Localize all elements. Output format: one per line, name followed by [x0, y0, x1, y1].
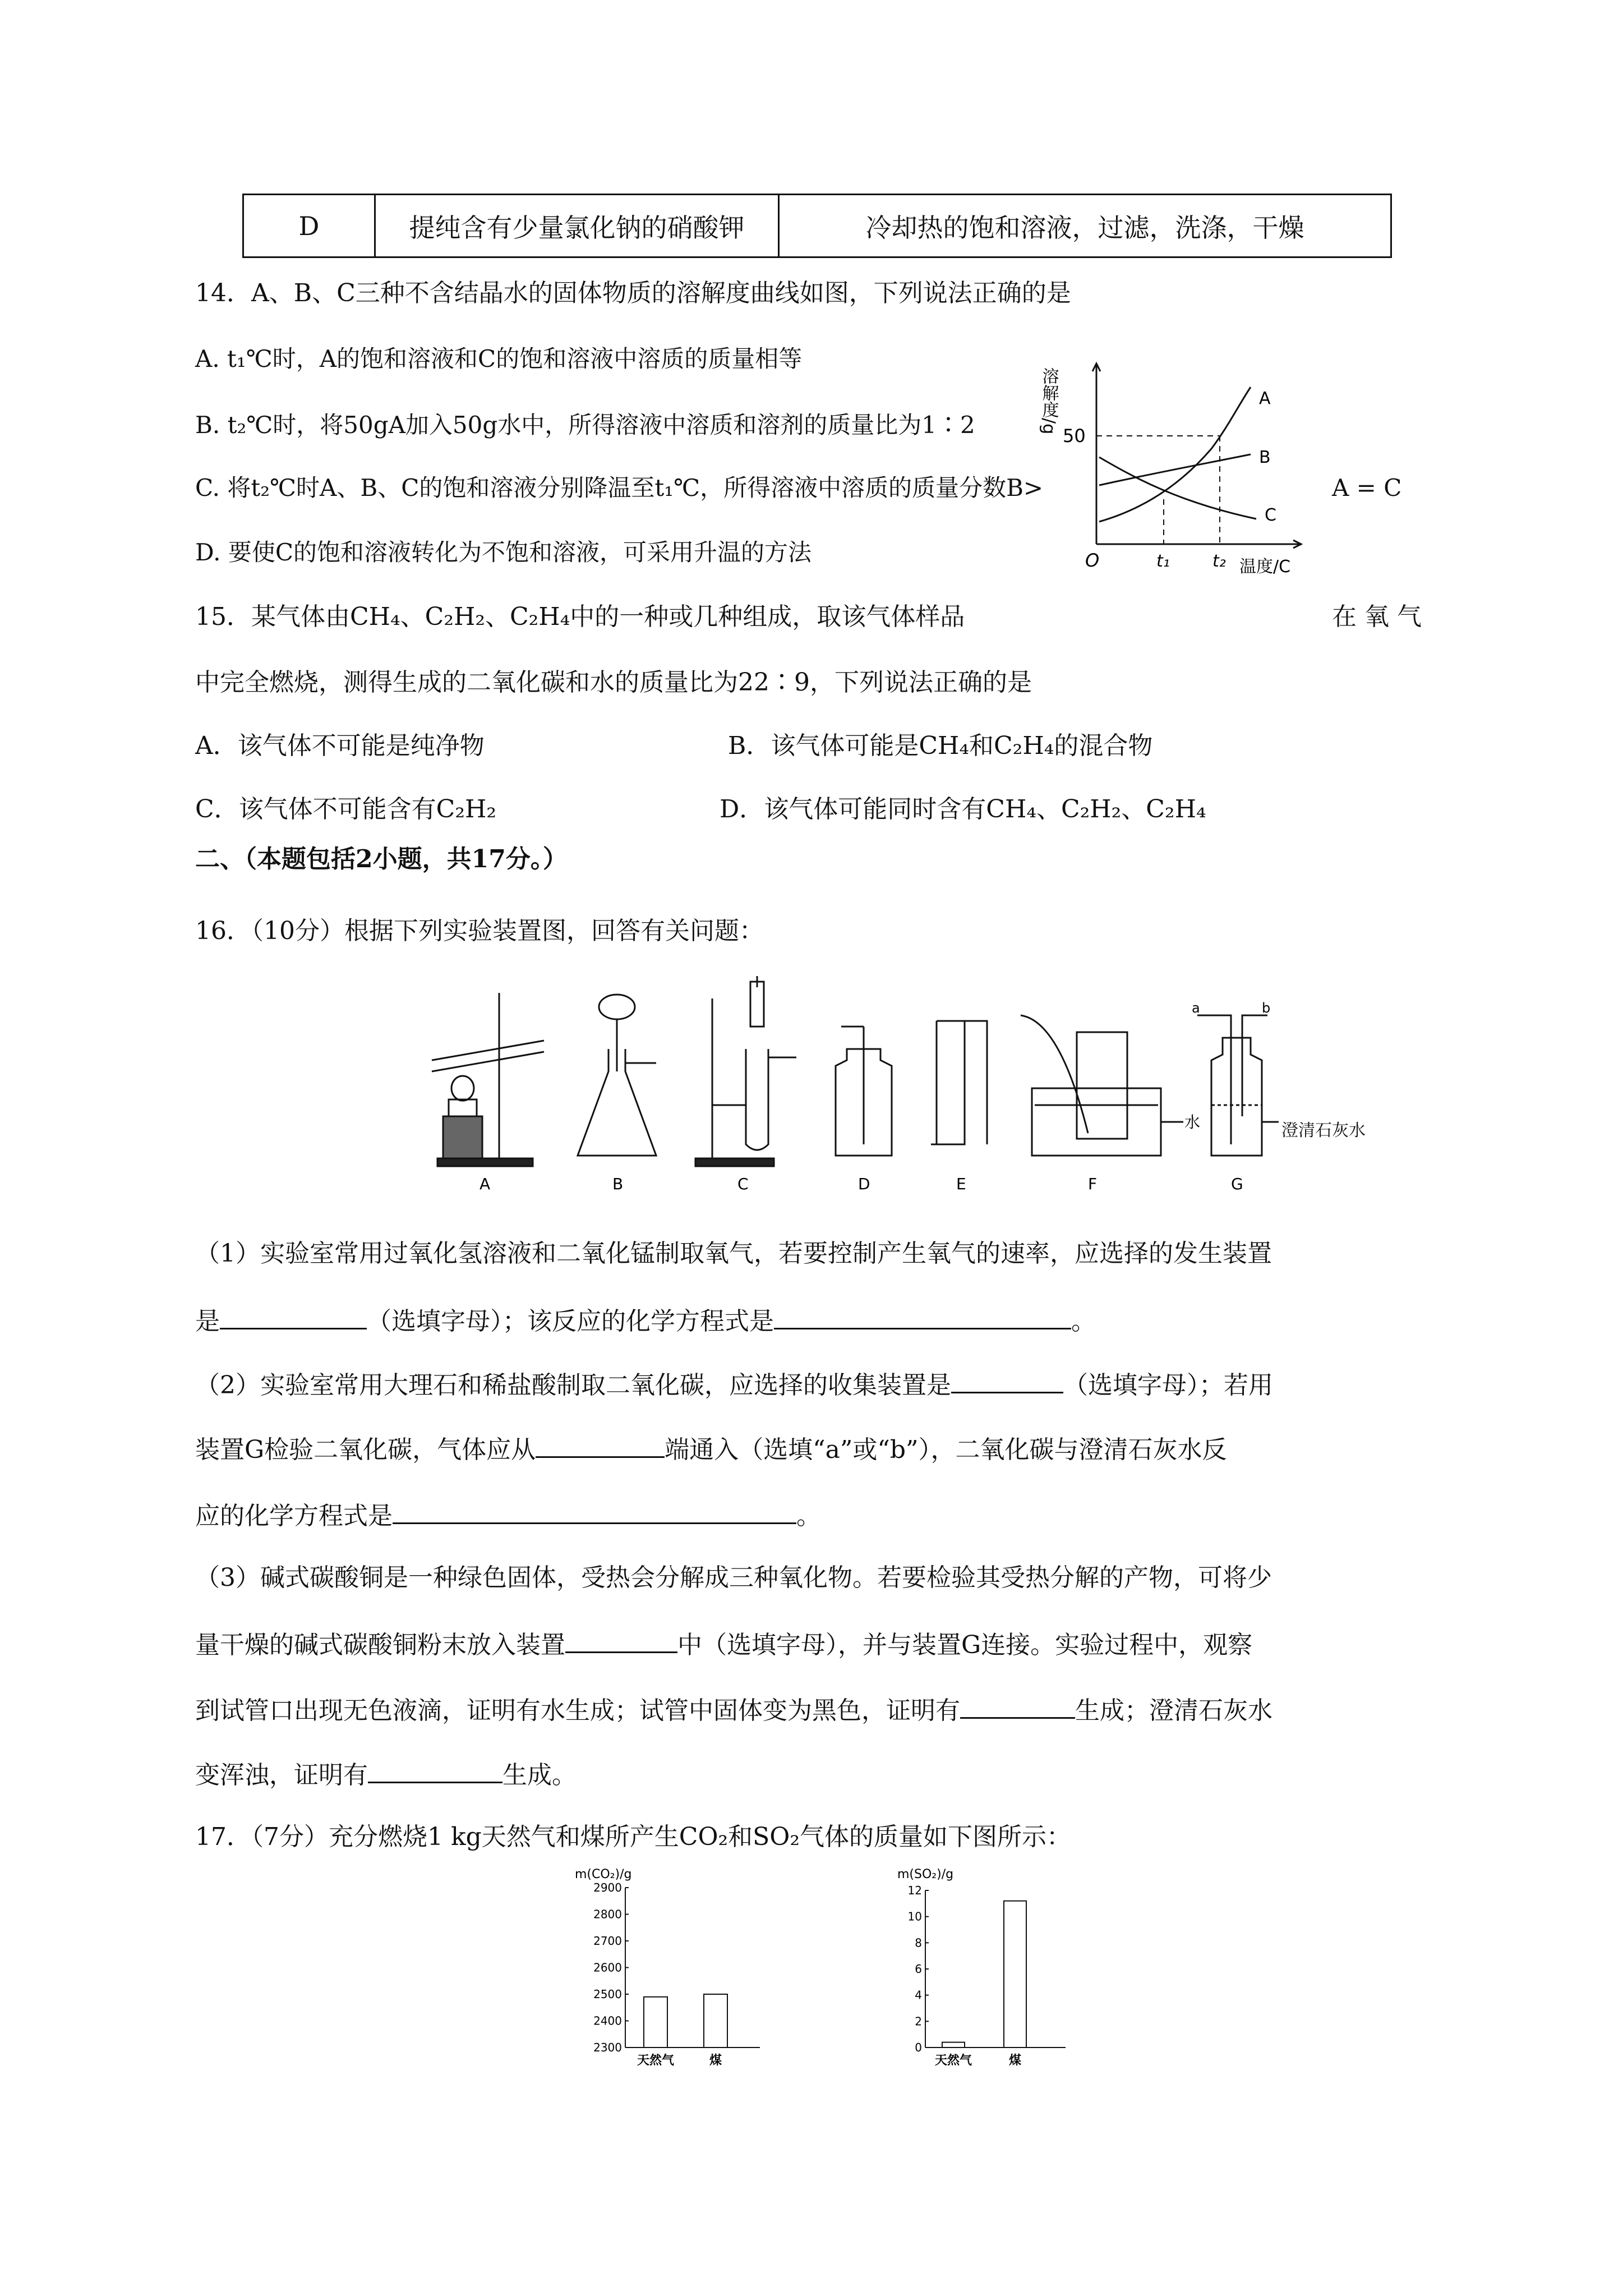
q16-p2-text-b: （选填字母）；若用 [1063, 1371, 1273, 1400]
q17-stem: 17．（7分）充分燃烧1 kg天然气和煤所产生CO₂和SO₂气体的质量如下图所示： [195, 1823, 1072, 1851]
q15-line2: 中完全燃烧，测得生成的二氧化碳和水的质量比为22∶9，下列说法正确的是 [195, 668, 1032, 697]
so2-tick-label: 12 [907, 1884, 922, 1897]
graph-xlabel: 温度/C [1239, 557, 1291, 577]
port-b-label: b [1262, 1000, 1271, 1016]
co2-tick-label: 2700 [593, 1934, 622, 1948]
q16-p2-line1 [195, 1367, 1273, 1402]
apparatus-b [578, 995, 656, 1156]
so2-category-label: 煤 [1008, 2054, 1022, 2068]
so2-tick-label: 4 [915, 1988, 922, 2002]
row-method: 冷却热的饱和溶液，过滤，洗涤，干燥 [779, 195, 1391, 257]
q16-p2-text-c: 装置G检验二氧化碳，气体应从 [195, 1435, 536, 1464]
q16-p3-text-f: 生成。 [502, 1761, 577, 1789]
so2-tick-label: 2 [915, 2014, 922, 2028]
label-f: F [1088, 1175, 1098, 1193]
answer-blank-p3-gas[interactable] [368, 1757, 502, 1783]
q15-line1-tail: 在 氧 气 [1332, 602, 1422, 631]
q16-p3-text-b: 中（选填字母），并与装置G连接。实验过程中，观察 [677, 1631, 1253, 1659]
q16-p3-text-a: 量干燥的碱式碳酸铜粉末放入装置 [195, 1631, 565, 1659]
so2-bar-coal [1004, 1901, 1026, 2047]
q14-stem: 14．A、B、C三种不含结晶水的固体物质的溶解度曲线如图，下列说法正确的是 [195, 279, 1071, 307]
q16-p1-line2 [195, 1303, 1096, 1338]
co2-tick-label: 2600 [593, 1961, 622, 1975]
q16-p2-line2 [195, 1432, 1227, 1467]
co2-tick-label: 2500 [593, 1987, 622, 2001]
table-row [243, 195, 1391, 257]
row-label: D [243, 195, 375, 257]
label-a: A [479, 1175, 491, 1193]
apparatus-e [931, 1021, 987, 1144]
q15-option-c: C．该气体不可能含有C₂H₂ [195, 795, 496, 823]
so2-tick-label: 10 [907, 1910, 922, 1924]
co2-category-label: 天然气 [637, 2054, 675, 2068]
q16-p3-line1: （3）碱式碳酸铜是一种绿色固体，受热会分解成三种氧化物。若要检验其受热分解的产物，可将少 [195, 1563, 1272, 1592]
apparatus-figure [415, 976, 1279, 1212]
q16-p2-text-f: 。 [796, 1502, 821, 1530]
q16-p2-text-d: 端通入（选填“a”或“b”），二氧化碳与澄清石灰水反 [665, 1435, 1227, 1464]
q16-p1-text-c: 。 [1071, 1307, 1096, 1336]
co2-category-label: 煤 [709, 2054, 722, 2068]
apparatus-c [695, 976, 796, 1166]
label-c: C [737, 1175, 749, 1193]
answer-blank-p2-port[interactable] [536, 1432, 665, 1458]
co2-bar-coal [704, 1994, 727, 2047]
graph-ylabel: 溶解度/g [1039, 367, 1059, 435]
q16-p3-line3 [195, 1692, 1272, 1728]
so2-bar-natural-gas [942, 2042, 965, 2047]
q16-p2-text-e: 应的化学方程式是 [195, 1502, 393, 1530]
q14-option-c-tail: A = C [1332, 474, 1402, 501]
q14-option-d: D. 要使C的饱和溶液转化为不饱和溶液，可采用升温的方法 [195, 539, 812, 566]
co2-bar-chart [572, 1862, 796, 2070]
graph-label-b: B [1259, 448, 1271, 467]
so2-tick-label: 0 [915, 2041, 922, 2054]
limewater-label: 澄清石灰水 [1281, 1121, 1366, 1140]
so2-tick-label: 6 [915, 1962, 922, 1976]
graph-label-c: C [1265, 505, 1276, 525]
label-d: D [858, 1175, 870, 1193]
q14-option-c: C. 将t₂℃时A、B、C的饱和溶液分别降温至t₁℃，所得溶液中溶质的质量分数B> [195, 474, 1044, 501]
row-purpose: 提纯含有少量氯化钠的硝酸钾 [375, 195, 779, 257]
q16-p3-text-d: 生成；澄清石灰水 [1075, 1696, 1272, 1725]
q15-option-a: A．该气体不可能是纯净物 [195, 731, 485, 760]
q14-option-a: A. t₁℃时，A的饱和溶液和C的饱和溶液中溶质的质量相等 [195, 345, 803, 372]
answer-blank-p1-equation[interactable] [774, 1303, 1071, 1329]
water-label: 水 [1184, 1113, 1201, 1131]
q16-p2-line3 [195, 1498, 821, 1533]
label-g: G [1231, 1175, 1243, 1193]
section-heading: 二、（本题包括2小题，共17分。） [195, 845, 568, 873]
co2-tick-label: 2400 [593, 2014, 622, 2028]
graph-y50: 50 [1063, 425, 1086, 447]
q16-p3-line4 [195, 1757, 577, 1792]
answer-blank-p1-device[interactable] [220, 1303, 367, 1329]
q16-p3-text-c: 到试管口出现无色液滴，证明有水生成；试管中固体变为黑色，证明有 [195, 1696, 960, 1725]
co2-tick-label: 2800 [593, 1907, 622, 1921]
label-b: B [612, 1175, 624, 1193]
q15-option-d: D．该气体可能同时含有CH₄、C₂H₂、C₂H₄ [720, 795, 1206, 823]
q14-option-b: B. t₂℃时，将50gA加入50g水中，所得溶液中溶质和溶剂的质量比为1∶2 [195, 411, 975, 439]
apparatus-f [1021, 1015, 1183, 1156]
q16-p1-text-b: （选填字母）；该反应的化学方程式是 [367, 1307, 774, 1336]
so2-tick-label: 8 [915, 1936, 922, 1950]
so2-category-label: 天然气 [934, 2054, 972, 2068]
answer-blank-p2-collect[interactable] [951, 1367, 1063, 1393]
apparatus-d [836, 1027, 892, 1156]
answer-blank-p2-equation[interactable] [393, 1498, 796, 1524]
apparatus-g [1197, 1015, 1279, 1156]
port-a-label: a [1192, 1000, 1200, 1016]
q16-p3-text-e: 变浑浊，证明有 [195, 1761, 368, 1789]
so2-bar-chart [886, 1862, 1088, 2070]
q15-line1: 15．某气体由CH₄、C₂H₂、C₂H₄中的一种或几种组成，取该气体样品 [195, 602, 965, 631]
q16-p1-line1: （1）实验室常用过氧化氢溶液和二氧化锰制取氧气，若要控制产生氧气的速率，应选择的发生装置 [195, 1239, 1272, 1268]
q16-stem: 16．（10分）根据下列实验装置图，回答有关问题： [195, 917, 764, 945]
solubility-graph [1009, 342, 1324, 589]
graph-origin: O [1085, 550, 1100, 571]
graph-t2: t₂ [1212, 551, 1226, 571]
curve-a [1099, 387, 1251, 522]
label-e: E [956, 1175, 966, 1193]
q16-p2-text-a: （2）实验室常用大理石和稀盐酸制取二氧化碳，应选择的收集装置是 [195, 1371, 951, 1400]
apparatus-a [432, 993, 544, 1166]
co2-tick-label: 2300 [593, 2041, 622, 2054]
option-table [242, 194, 1392, 258]
co2-tick-label: 2900 [593, 1881, 622, 1894]
co2-bar-natural-gas [644, 1997, 667, 2047]
answer-blank-p3-device[interactable] [565, 1627, 677, 1653]
graph-label-a: A [1259, 389, 1271, 408]
curve-c [1099, 457, 1256, 519]
q16-p3-line2 [195, 1627, 1252, 1662]
so2-ylabel: m(SO₂)/g [897, 1867, 954, 1881]
q16-p1-text-a: 是 [195, 1307, 220, 1336]
answer-blank-p3-solid[interactable] [960, 1692, 1075, 1719]
graph-t1: t₁ [1156, 551, 1170, 571]
q15-option-b: B．该气体可能是CH₄和C₂H₄的混合物 [728, 731, 1153, 760]
co2-ylabel: m(CO₂)/g [575, 1867, 632, 1881]
